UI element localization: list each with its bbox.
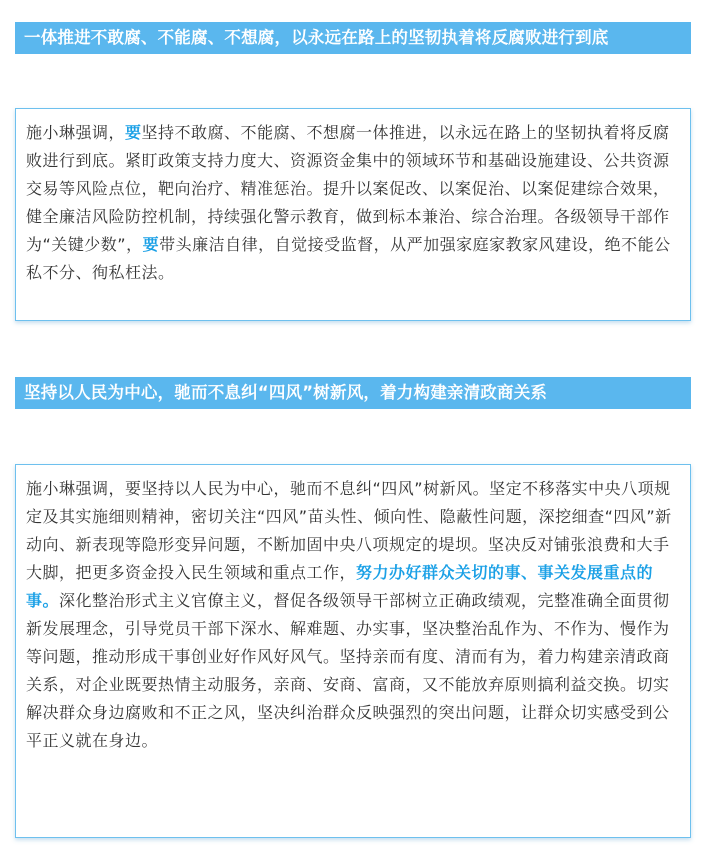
section-2-text-part-2: 深化整治形式主义官僚主义，督促各级领导干部树立正确政绩观，完整准确全面贯彻新发展理念，引导党员干部下深水、解难题、办实事，坚决整治乱作为、不作为、慢作为等问题，推动形成干事创业好作风好风气。坚持亲而有度、清而有为，着力构建亲清政商关系，对企业既要热情主动服务，亲商、安商、富商，又不能放弃原则搞利益交换。切实解决群众身边腐败和不正之风，坚决纠治群众反映强烈的突出问题，让群众切实感受到公平正义就在身边。 [26, 591, 670, 750]
section-1-paragraph [26, 119, 681, 287]
section-2-paragraph [26, 475, 681, 755]
section-1-title: 一体推进不敢腐、不能腐、不想腐，以永远在路上的坚韧执着将反腐败进行到底 [24, 28, 609, 47]
section-1-text-card [15, 108, 691, 321]
section-2-title: 坚持以人民为中心，驰而不息纠“四风”树新风，着力构建亲清政商关系 [24, 383, 548, 402]
section-2-emphasis-1: 努力办好群众关切的事、事关发展重点的事。 [26, 563, 654, 610]
section-1-text-part-3: 带头廉洁自律，自觉接受监督，从严加强家庭家教家风建设，绝不能公私不分、徇私枉法。 [26, 235, 671, 282]
section-1-title-banner [15, 22, 691, 54]
section-2-text-card [15, 464, 691, 838]
section-1-text-part-1: 施小琳强调， [26, 123, 126, 142]
section-1-emphasis-2: 要 [142, 235, 160, 254]
section-1-emphasis-1: 要 [125, 123, 142, 142]
section-1-text-part-2: 坚持不敢腐、不能腐、不想腐一体推进，以永远在路上的坚韧执着将反腐败进行到底。紧盯政策支持力度大、资源资金集中的领域环节和基础设施建设、公共资源交易等风险点位，靶向治疗、精准惩治。提升以案促改、以案促治、以案促建综合效果，健全廉洁风险防控机制，持续强化警示教育，做到标本兼治、综合治理。各级领导干部作为“关键少数”， [26, 123, 670, 254]
section-2-title-banner [15, 377, 691, 409]
section-2-text-part-1: 施小琳强调，要坚持以人民为中心，驰而不息纠“四风”树新风。坚定不移落实中央八项规定及其实施细则精神，密切关注“四风”苗头性、倾向性、隐蔽性问题，深挖细查“四风”新动向、新表现等隐形变异问题，不断加固中央八项规定的堤坝。坚决反对铺张浪费和大手大脚，把更多资金投入民生领域和重点工作， [26, 479, 672, 582]
